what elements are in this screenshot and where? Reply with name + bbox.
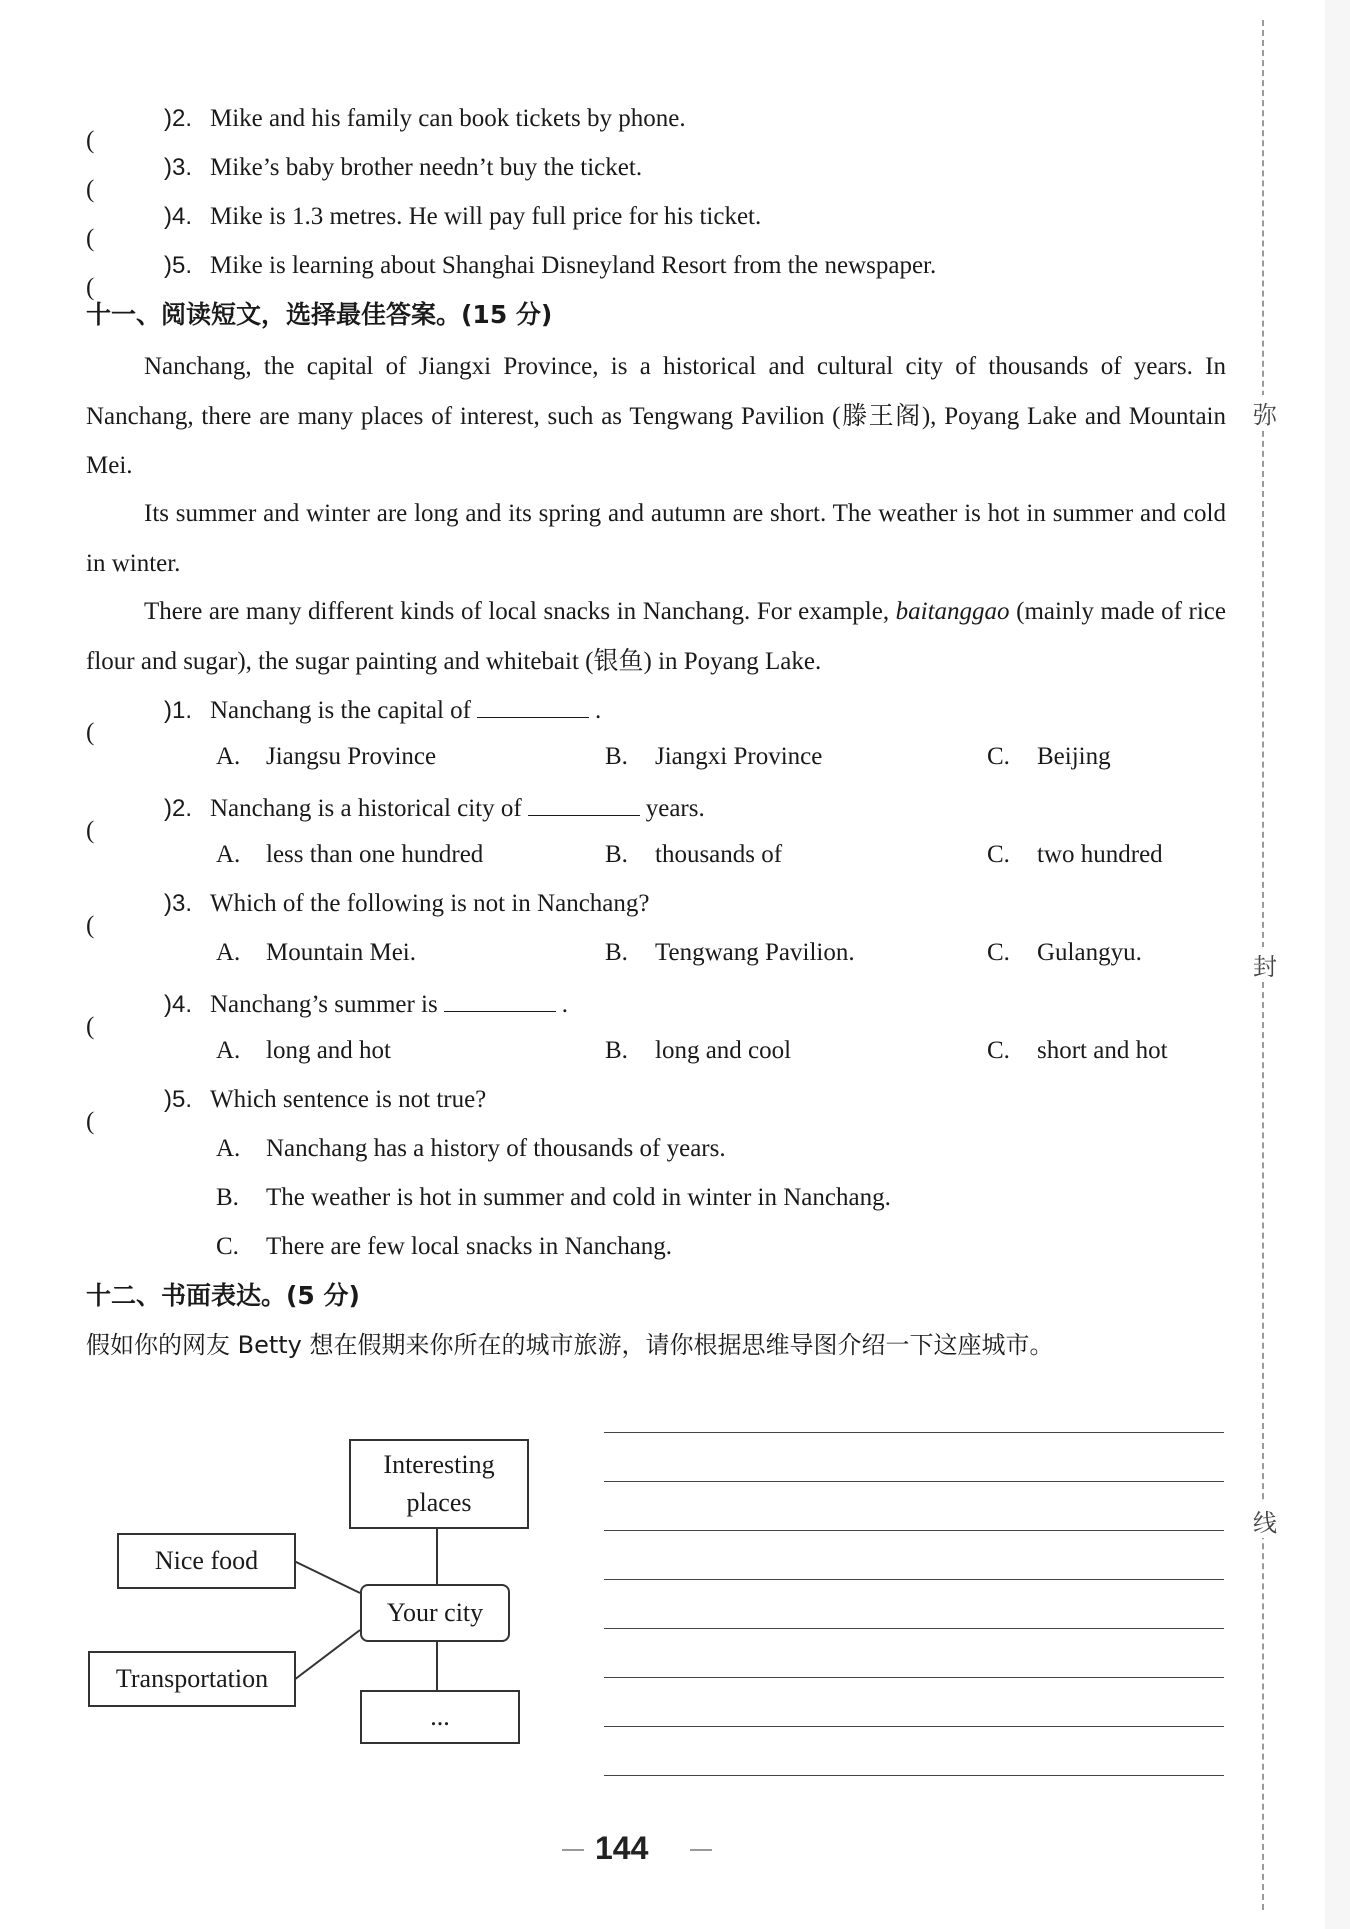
option-b: B. long and cool: [605, 1037, 792, 1064]
mc-question-5: ( )5. Which sentence is not true?: [86, 1086, 487, 1135]
option-c: C. There are few local snacks in Nanchang.: [216, 1233, 673, 1260]
writing-prompt: 假如你的网友 Betty 想在假期来你所在的城市旅游，请你根据思维导图介绍一下这座城市。: [86, 1331, 1054, 1359]
writing-line[interactable]: [604, 1726, 1224, 1727]
option-c: C. two hundred: [987, 841, 1163, 868]
writing-line[interactable]: [604, 1432, 1224, 1433]
writing-line[interactable]: [604, 1775, 1224, 1776]
option-a: A. Mountain Mei.: [216, 939, 416, 966]
question-text: Mike is learning about Shanghai Disneyland Resort from the newspaper.: [210, 252, 937, 279]
question-number: )4.: [164, 203, 193, 230]
option-a: A. long and hot: [216, 1037, 391, 1064]
mindmap-box-transportation: Transportation: [88, 1651, 296, 1707]
tf-question-5: ( )5. Mike is learning about Shanghai Disneyland Resort from the newspaper.: [86, 252, 937, 301]
page-number: 144: [595, 1830, 649, 1866]
option-c: C. Beijing: [987, 743, 1111, 770]
mc-question-1: ( )1. Nanchang is the capital of .: [86, 693, 601, 726]
connector-left-bottom: [294, 1630, 360, 1680]
mindmap-box-more: ...: [360, 1690, 520, 1744]
question-number: )4.: [164, 991, 193, 1018]
passage-paragraph-1: Nanchang, the capital of Jiangxi Province, is a historical and cultural city of thousands of years. In Nanchang, there are many places of interest, such as Tengwang Pavilion (滕王阁), Poyang Lake and Mountain Mei.: [86, 353, 1226, 479]
question-number: )5.: [164, 1086, 193, 1113]
mc-question-4: ( )4. Nanchang’s summer is .: [86, 987, 568, 1020]
question-number: )3.: [164, 154, 193, 181]
tf-question-4: ( )4. Mike is 1.3 metres. He will pay full price for his ticket.: [86, 203, 762, 252]
page-number-dash-left: [562, 1849, 584, 1851]
margin-label-mi: 弥: [1253, 395, 1277, 430]
question-text: Mike is 1.3 metres. He will pay full price for his ticket.: [210, 203, 762, 230]
option-c: C. Gulangyu.: [987, 939, 1142, 966]
question-number: )2.: [164, 795, 193, 822]
question-text: Mike’s baby brother needn’t buy the ticket.: [210, 154, 643, 181]
writing-line[interactable]: [604, 1530, 1224, 1531]
writing-line[interactable]: [604, 1677, 1224, 1678]
mindmap-box-your-city: Your city: [360, 1584, 510, 1642]
question-number: )1.: [164, 697, 193, 724]
tf-question-2: ( )2. Mike and his family can book tickets by phone.: [86, 105, 686, 154]
option-b: B. Tengwang Pavilion.: [605, 939, 855, 966]
question-number: )2.: [164, 105, 193, 132]
question-number: )5.: [164, 252, 193, 279]
question-number: )3.: [164, 890, 193, 917]
margin-label-xian: 线: [1253, 1503, 1277, 1538]
section-12-heading: 十二、书面表达。(5 分): [86, 1281, 360, 1310]
writing-line[interactable]: [604, 1481, 1224, 1482]
writing-line[interactable]: [604, 1579, 1224, 1580]
mindmap-box-nice-food: Nice food: [117, 1533, 296, 1589]
mc-question-3: ( )3. Which of the following is not in Nanchang?: [86, 890, 650, 939]
question-text: Mike and his family can book tickets by phone.: [210, 105, 686, 132]
option-a: A. less than one hundred: [216, 841, 484, 868]
tf-question-3: ( )3. Mike’s baby brother needn’t buy the ticket.: [86, 154, 643, 203]
mindmap-box-interesting-places: Interesting places: [349, 1439, 529, 1529]
mc-question-2: ( )2. Nanchang is a historical city of years.: [86, 791, 705, 824]
option-a: A. Nanchang has a history of thousands of years.: [216, 1135, 726, 1162]
connector-left-top: [294, 1561, 360, 1593]
passage-paragraph-3: There are many different kinds of local snacks in Nanchang. For example, baitanggao (mainly made of rice flour and sugar), the sugar painting and whitebait (银鱼) in Poyang Lake.: [86, 598, 1227, 675]
section-11-heading: 十一、阅读短文，选择最佳答案。(15 分): [86, 300, 553, 329]
page-number-dash-right: [690, 1849, 712, 1851]
option-b: B. Jiangxi Province: [605, 743, 823, 770]
option-c: C. short and hot: [987, 1037, 1168, 1064]
option-b: B. thousands of: [605, 841, 783, 868]
option-b: B. The weather is hot in summer and cold in winter in Nanchang.: [216, 1184, 891, 1211]
writing-line[interactable]: [604, 1628, 1224, 1629]
passage-paragraph-2: Its summer and winter are long and its spring and autumn are short. The weather is hot in summer and cold in winter.: [86, 500, 1226, 577]
margin-label-feng: 封: [1253, 947, 1277, 982]
option-a: A. Jiangsu Province: [216, 743, 437, 770]
